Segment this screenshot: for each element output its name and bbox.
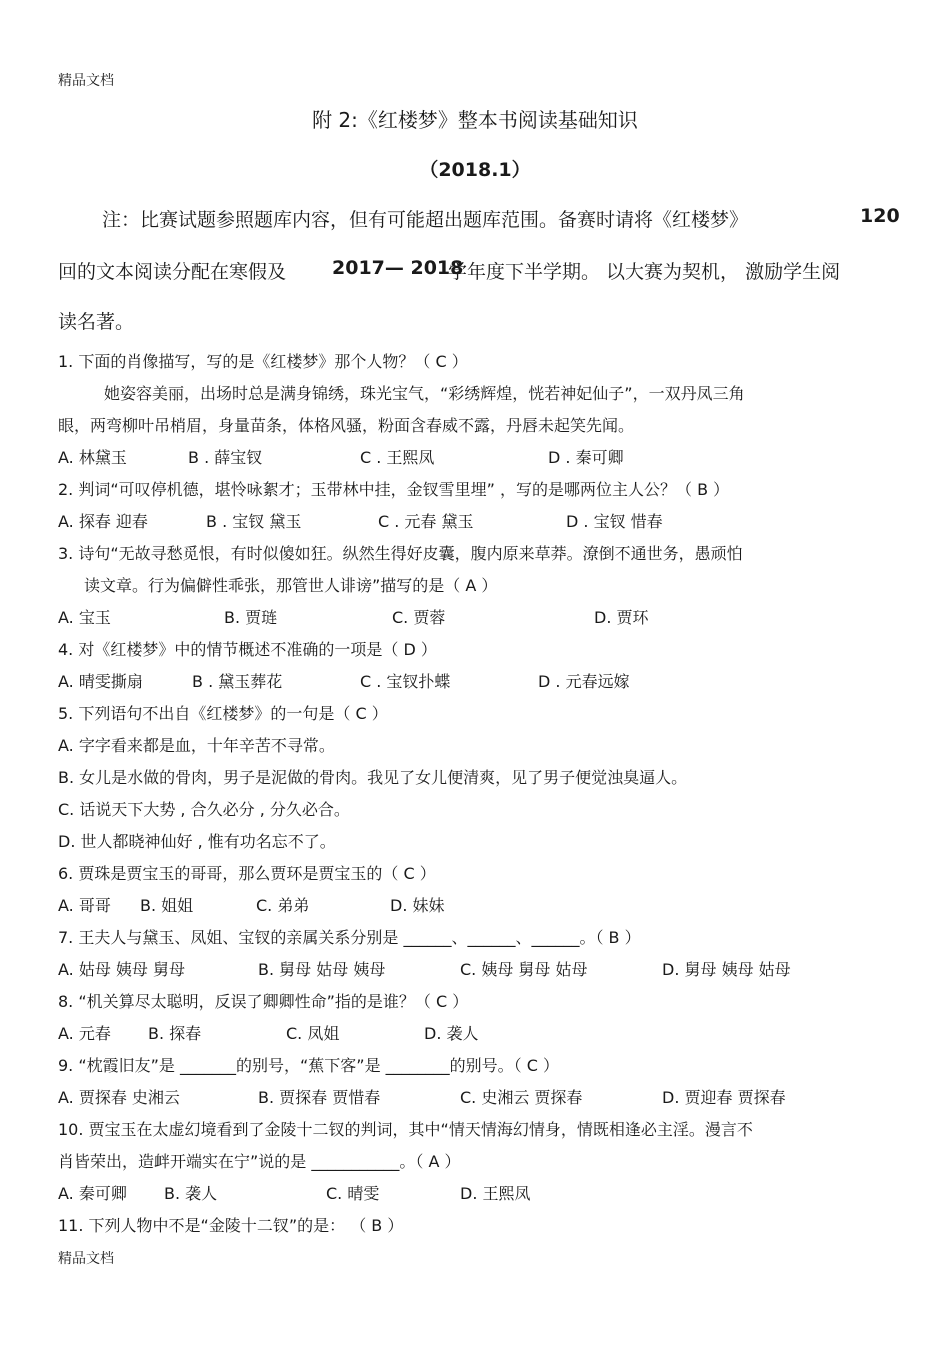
question-2-option-a: A. 探春 迎春: [58, 512, 148, 531]
question-2-option-b: B . 宝钗 黛玉: [206, 512, 302, 531]
question-3-option-a: A. 宝玉: [58, 608, 111, 627]
page-header: 精品文档: [58, 73, 114, 89]
question-6-option-a: A. 哥哥: [58, 896, 111, 915]
question-1-option-d: D . 秦可卿: [548, 448, 624, 467]
question-11-stem: 11. 下列人物中不是“金陵十二钗”的是： （ B ）: [58, 1216, 404, 1235]
question-6-option-d: D. 妹妹: [390, 896, 445, 915]
note-line-1: 注：比赛试题参照题库内容，但有可能超出题库范围。备赛时请将《红楼梦》: [102, 209, 749, 231]
question-1-stem: 1. 下面的肖像描写，写的是《红楼梦》那个人物？（ C ）: [58, 352, 468, 371]
question-10-stem-1: 10. 贾宝玉在太虚幻境看到了金陵十二钗的判词，其中“情天情海幻情身，情既相逢必主淫。漫言不: [58, 1120, 753, 1139]
question-2-stem: 2. 判词“可叹停机德，堪怜咏絮才；玉带林中挂，金钗雪里埋” ，写的是哪两位主人公？（ B ）: [58, 480, 730, 499]
question-1-passage-2: 眼，两弯柳叶吊梢眉，身量苗条，体格风骚，粉面含春威不露，丹唇未起笑先闻。: [58, 416, 635, 435]
note-line-3: 读名著。: [58, 311, 135, 333]
question-6-option-c: C. 弟弟: [256, 896, 310, 915]
question-7-option-c: C. 姨母 舅母 姑母: [460, 960, 588, 979]
question-10-option-b: B. 袭人: [164, 1184, 218, 1203]
note-line-2c: 学年度下半学期。 以大赛为契机， 激励学生阅: [448, 261, 841, 283]
question-5-option-b: B. 女儿是水做的骨肉，男子是泥做的骨肉。我见了女儿便清爽，见了男子便觉浊臭逼人。: [58, 768, 688, 787]
question-1-option-a: A. 林黛玉: [58, 448, 127, 467]
question-7-option-b: B. 舅母 姑母 姨母: [258, 960, 386, 979]
question-6-option-b: B. 姐姐: [140, 896, 194, 915]
question-5-option-d: D. 世人都晓神仙好 , 惟有功名忘不了。: [58, 832, 336, 851]
question-8-option-b: B. 探春: [148, 1024, 202, 1043]
question-3-option-c: C. 贾蓉: [392, 608, 446, 627]
question-10-option-c: C. 晴雯: [326, 1184, 380, 1203]
question-10-option-d: D. 王熙凤: [460, 1184, 531, 1203]
question-7-option-d: D. 舅母 姨母 姑母: [662, 960, 791, 979]
question-9-stem: 9. “枕霞旧友”是 _______的别号，“蕉下客”是 ________的别号。（ C ）: [58, 1056, 560, 1075]
question-9-option-d: D. 贾迎春 贾探春: [662, 1088, 786, 1107]
question-1-option-c: C . 王熙凤: [360, 448, 435, 467]
question-10-option-a: A. 秦可卿: [58, 1184, 127, 1203]
question-2-option-c: C . 元春 黛玉: [378, 512, 474, 531]
question-7-stem: 7. 王夫人与黛玉、凤姐、宝钗的亲属关系分别是 ______、______、______。（ B ）: [58, 928, 641, 947]
question-2-option-d: D . 宝钗 惜春: [566, 512, 663, 531]
question-1-passage-1: 她姿容美丽，出场时总是满身锦绣，珠光宝气，“彩绣辉煌，恍若神妃仙子”，一双丹凤三角: [104, 384, 745, 403]
question-4-option-c: C . 宝钗扑蝶: [360, 672, 451, 691]
question-5-option-c: C. 话说天下大势 , 合久必分 , 分久必合。: [58, 800, 350, 819]
document-date: （2018.1）: [419, 159, 531, 181]
question-4-option-a: A. 晴雯撕扇: [58, 672, 143, 691]
question-5-stem: 5. 下列语句不出自《红楼梦》的一句是（ C ）: [58, 704, 388, 723]
question-1-option-b: B . 薛宝钗: [188, 448, 263, 467]
question-8-option-a: A. 元春: [58, 1024, 111, 1043]
question-10-stem-2: 肖皆荣出，造衅开端实在宁”说的是 ___________。（ A ）: [58, 1152, 461, 1171]
note-line-2a: 回的文本阅读分配在寒假及: [58, 261, 287, 283]
note-number-120: 120: [860, 205, 900, 227]
question-4-option-d: D . 元春远嫁: [538, 672, 630, 691]
question-6-stem: 6. 贾珠是贾宝玉的哥哥，那么贾环是贾宝玉的（ C ）: [58, 864, 436, 883]
question-7-option-a: A. 姑母 姨母 舅母: [58, 960, 186, 979]
document-title: 附 2:《红楼梦》整本书阅读基础知识: [312, 108, 638, 132]
question-3-option-b: B. 贾琏: [224, 608, 278, 627]
question-5-option-a: A. 字字看来都是血，十年辛苦不寻常。: [58, 736, 335, 755]
question-3-stem-1: 3. 诗句“无故寻愁觅恨，有时似傻如狂。纵然生得好皮囊，腹内原来草莽。潦倒不通世务，愚顽怕: [58, 544, 743, 563]
question-9-option-a: A. 贾探春 史湘云: [58, 1088, 180, 1107]
note-years: 2017— 2018: [332, 257, 464, 279]
question-3-option-d: D. 贾环: [594, 608, 649, 627]
question-3-stem-2: 读文章。行为偏僻性乖张，那管世人诽谤”描写的是（ A ）: [84, 576, 498, 595]
question-9-option-b: B. 贾探春 贾惜春: [258, 1088, 381, 1107]
question-8-option-c: C. 凤姐: [286, 1024, 340, 1043]
question-9-option-c: C. 史湘云 贾探春: [460, 1088, 583, 1107]
question-4-option-b: B . 黛玉葬花: [192, 672, 283, 691]
question-4-stem: 4. 对《红楼梦》中的情节概述不准确的一项是（ D ）: [58, 640, 437, 659]
page-footer: 精品文档: [58, 1251, 114, 1267]
question-8-option-d: D. 袭人: [424, 1024, 479, 1043]
question-8-stem: 8. “机关算尽太聪明，反误了卿卿性命”指的是谁？（ C ）: [58, 992, 469, 1011]
